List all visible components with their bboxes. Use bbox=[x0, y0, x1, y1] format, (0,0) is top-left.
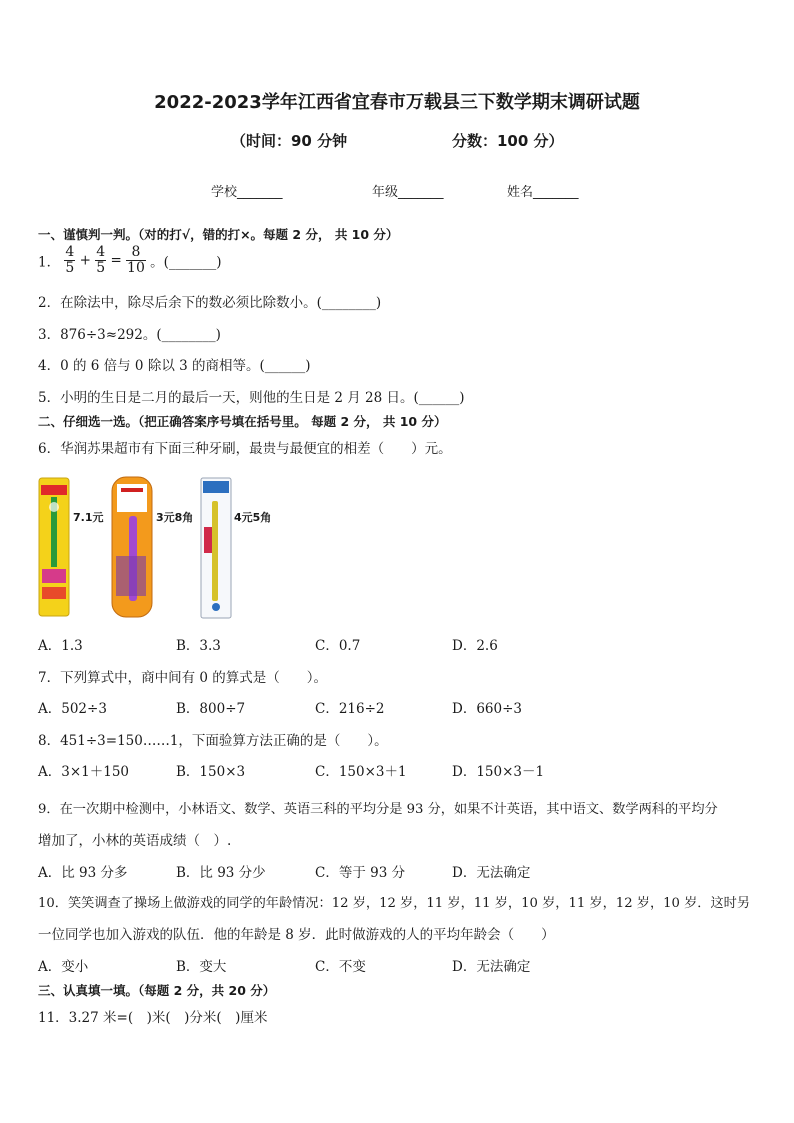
question-7-stem: 7．下列算式中，商中间有 0 的算式是（ ）。 bbox=[38, 670, 328, 686]
question-8-stem: 8．451÷3=150……1，下面验算方法正确的是（ ）。 bbox=[38, 733, 388, 749]
q8-option-a: A．3×1＋150 bbox=[38, 764, 130, 780]
q9-option-a: A．比 93 分多 bbox=[38, 865, 128, 881]
score-label: 分数：100 分） bbox=[452, 132, 564, 150]
fraction-denominator: 5 bbox=[65, 260, 75, 276]
question-6-stem: 6．华润苏果超市有下面三种牙刷，最贵与最便宜的相差（ ）元。 bbox=[38, 441, 452, 457]
q8-option-b: B．150×3 bbox=[176, 764, 246, 780]
q7-option-b: B．800÷7 bbox=[176, 701, 246, 717]
q7-option-c: C．216÷2 bbox=[315, 701, 385, 717]
question-5: 5．小明的生日是二月的最后一天，则他的生日是 2 月 28 日。(______) bbox=[38, 390, 465, 406]
fraction-denominator: 10 bbox=[127, 260, 145, 276]
toothbrush-2-image bbox=[111, 476, 153, 618]
page-title: 2022-2023学年江西省宜春市万载县三下数学期末调研试题 bbox=[154, 92, 640, 113]
school-field: 学校_______ bbox=[211, 185, 283, 200]
name-field: 姓名_______ bbox=[507, 185, 579, 200]
equals-sign: = bbox=[110, 252, 122, 269]
q9-option-d: D．无法确定 bbox=[452, 865, 531, 881]
q1-answer-blank: 。(_______) bbox=[150, 254, 222, 271]
q8-option-c: C．150×3＋1 bbox=[315, 764, 407, 780]
section-2-heading: 二、仔细选一选。（把正确答案序号填在括号里。 每题 2 分， 共 10 分） bbox=[38, 414, 447, 429]
question-9-line-2: 增加了，小林的英语成绩（ ）. bbox=[38, 833, 232, 849]
question-4: 4．0 的 6 倍与 0 除以 3 的商相等。(______) bbox=[38, 358, 311, 374]
grade-field: 年级_______ bbox=[372, 185, 444, 200]
fraction-8-10 bbox=[126, 245, 146, 276]
q9-option-b: B．比 93 分少 bbox=[176, 865, 266, 881]
price-label-3: 4元5角 bbox=[234, 511, 272, 524]
fraction-4-5-b bbox=[95, 245, 106, 276]
fraction-numerator: 8 bbox=[126, 245, 146, 261]
q1-number: 1． bbox=[38, 254, 61, 271]
q8-option-d: D．150×3－1 bbox=[452, 764, 545, 780]
fraction-4-5-a bbox=[64, 245, 75, 276]
price-label-1: 7.1元 bbox=[73, 511, 104, 524]
q6-option-d: D．2.6 bbox=[452, 638, 498, 654]
fraction-numerator: 4 bbox=[65, 244, 75, 260]
time-label: （时间：90 分钟 bbox=[231, 132, 348, 150]
question-2: 2．在除法中，除尽后余下的数必须比除数小。(________) bbox=[38, 295, 382, 311]
q10-option-c: C．不变 bbox=[315, 959, 366, 975]
q9-option-c: C．等于 93 分 bbox=[315, 865, 406, 881]
question-9-line-1: 9．在一次期中检测中，小林语文、数学、英语三科的平均分是 93 分，如果不计英语，其中语文、数学两科的平均分 bbox=[38, 802, 718, 817]
q7-option-a: A．502÷3 bbox=[38, 701, 107, 717]
q10-option-a: A．变小 bbox=[38, 959, 89, 975]
q7-option-d: D．660÷3 bbox=[452, 701, 522, 717]
plus-sign: + bbox=[79, 252, 91, 269]
q10-option-b: B．变大 bbox=[176, 959, 227, 975]
price-label-2: 3元8角 bbox=[156, 511, 194, 524]
q6-option-c: C．0.7 bbox=[315, 638, 361, 654]
question-10-line-1: 10．笑笑调查了操场上做游戏的同学的年龄情况：12 岁，12 岁，11 岁，11 岁，10 岁，11 岁，12 岁，10 岁．这时另 bbox=[38, 896, 751, 911]
question-1 bbox=[38, 245, 221, 276]
q6-option-b: B．3.3 bbox=[176, 638, 221, 654]
question-11: 11．3.27 米=( )米( )分米( )厘米 bbox=[38, 1010, 268, 1026]
toothbrush-3-image bbox=[200, 477, 232, 619]
section-1-heading: 一、谨慎判一判。（对的打√，错的打×。每题 2 分， 共 10 分） bbox=[38, 227, 399, 242]
question-3: 3．876÷3≈292。(________) bbox=[38, 327, 221, 343]
toothbrush-1-image bbox=[38, 477, 70, 617]
fraction-numerator: 4 bbox=[96, 244, 106, 260]
q10-option-d: D．无法确定 bbox=[452, 959, 531, 975]
fraction-denominator: 5 bbox=[96, 260, 106, 276]
question-10-line-2: 一位同学也加入游戏的队伍．他的年龄是 8 岁．此时做游戏的人的平均年龄会（ ） bbox=[38, 927, 555, 943]
q6-option-a: A．1.3 bbox=[38, 638, 83, 654]
section-3-heading: 三、认真填一填。（每题 2 分，共 20 分） bbox=[38, 983, 276, 998]
